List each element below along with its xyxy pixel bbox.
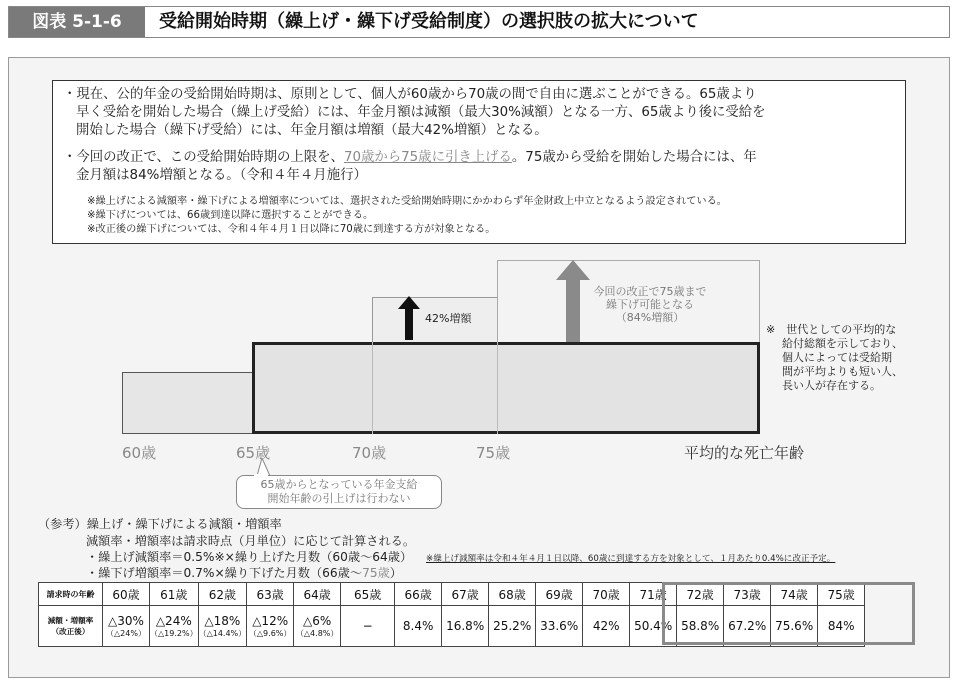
reference-line2-note: ※繰上げ減額率は令和４年４月１日以降、60歳に到達する方を対象として、１月あたり0.4%に改正予定。 [426, 554, 836, 564]
rate-value: △18% [204, 613, 241, 628]
table-cell-rate [818, 606, 865, 647]
summary-box [52, 80, 906, 244]
rate-value: 33.6% [540, 619, 579, 633]
bullet1-line1: ・現在、公的年金の受給開始時期は、原則として、個人が60歳から70歳の間で自由に選ぶことができる。65歳より [63, 87, 757, 102]
callout-line1: 65歳からとなっている年金支給 [260, 478, 418, 491]
bullet-current-system [63, 86, 895, 140]
rate-value: − [362, 619, 373, 633]
table-cell-age: 69歳 [536, 583, 583, 606]
age-label-70: 70歳 [352, 444, 387, 462]
table-cell-rate [677, 606, 724, 647]
side-note-line4: 間が平均よりも短い人、 [782, 365, 903, 378]
rate-value: 58.8% [681, 619, 720, 633]
rate-value: 42% [592, 619, 620, 633]
table-cell-age: 71歳 [630, 583, 677, 606]
reference-line3 [86, 565, 402, 581]
bullet1-line3: 開始した場合（繰下げ受給）には、年金月額は増額（最大42%増額）となる。 [76, 123, 548, 138]
table-cell-age: 73歳 [724, 583, 771, 606]
rate-value: 50.4% [634, 619, 673, 633]
figure-title: 受給開始時期（繰上げ・繰下げ受給制度）の選択肢の拡大について [159, 11, 699, 32]
note-neutrality: ※繰上げによる減額率・繰下げによる増額率については、選択された受給開始時期にかかわらず年金財政上中立となるよう設定されている。 [87, 196, 727, 207]
callout-line2: 開始年齢の引上げは行わない [267, 492, 411, 505]
reference-line2: ・繰上げ減額率＝0.5%※×繰り上げた月数（60歳〜64歳） [86, 550, 413, 564]
table-cell-rate [341, 606, 395, 647]
rate-table [38, 582, 865, 647]
arrow2-line3: （84%増額） [615, 311, 685, 324]
table-cell-age: 66歳 [395, 583, 442, 606]
block-start-60 [122, 372, 262, 434]
age-label-75: 75歳 [476, 444, 511, 462]
rate-header-line1: 減額・増額率 [47, 616, 94, 625]
reference-line3-post: ） [389, 566, 402, 580]
note-age-66: ※繰下げについては、66歳到達以降に選択することができる。 [87, 210, 374, 221]
rate-value: 84% [827, 619, 855, 633]
table-cell-rate [724, 606, 771, 647]
table-cell-rate [771, 606, 818, 647]
table-cell-age: 60歳 [103, 583, 150, 606]
reference-line3-pre: ・繰下げ増額率＝0.7%×繰り下げた月数（66歳〜 [86, 566, 363, 580]
side-note-line2: 給付総額を示しており、 [782, 337, 903, 350]
rate-value: 25.2% [493, 619, 532, 633]
rate-revised-value: （△9.6%） [248, 628, 292, 638]
table-cell-rate [395, 606, 442, 647]
bullet2-post: 。75歳から受給を開始した場合には、年 [511, 150, 757, 165]
rate-value: 8.4% [402, 619, 434, 633]
arrow-up-42-icon [398, 296, 420, 340]
table-cell-age: 64歳 [294, 583, 341, 606]
callout-joint [254, 474, 268, 476]
reference-heading: （参考）繰上げ・繰下げによる減額・増額率 [38, 517, 282, 531]
arrow1-label: 42%増額 [425, 312, 472, 325]
rate-value: △24% [155, 613, 192, 628]
table-cell-age: 61歳 [150, 583, 199, 606]
arrow2-line2: 繰下げ可能となる [606, 298, 694, 311]
table-cell-rate [294, 606, 341, 647]
reference-line1: 減額率・増額率は請求時点（月単位）に応じて計算される。 [86, 534, 416, 548]
table-cell-age: 70歳 [583, 583, 630, 606]
age-label-60: 60歳 [122, 444, 157, 462]
rate-value: 16.8% [446, 619, 485, 633]
table-cell-age: 75歳 [818, 583, 865, 606]
callout-no-raise [236, 475, 442, 509]
average-death-age-label: 平均的な死亡年齢 [684, 444, 805, 462]
table-cell-age: 63歳 [247, 583, 294, 606]
divider-70 [372, 342, 373, 434]
table-cell-age: 68歳 [489, 583, 536, 606]
bullet2-highlight: 70歳から75歳に引き上げる [343, 150, 512, 165]
block-start-65 [252, 342, 760, 434]
table-row-ages [39, 583, 865, 606]
table-cell-rate [489, 606, 536, 647]
rate-value: △12% [252, 613, 289, 628]
note-target: ※改正後の繰下げについては、令和４年４月１日以降に70歳に到達する方が対象となる。 [87, 224, 496, 235]
table-header-age: 請求時の年齢 [39, 583, 103, 606]
divider-75 [497, 342, 498, 434]
rate-header-line2: （改正後） [51, 627, 90, 636]
bullet-revision [63, 149, 895, 185]
bullet2-line2: 金月額は84%増額となる。（令和４年４月施行） [76, 168, 367, 183]
arrow2-line1: 今回の改正で75歳まで [593, 285, 707, 298]
table-cell-age: 72歳 [677, 583, 724, 606]
side-note-line1: ※ 世代としての平均的な [766, 323, 897, 336]
table-cell-rate [536, 606, 583, 647]
rate-revised-value: （△14.4%） [198, 628, 247, 638]
table-header-rate [39, 606, 103, 647]
table-cell-age: 65歳 [341, 583, 395, 606]
rate-revised-value: （△4.8%） [295, 628, 339, 638]
table-cell-rate [583, 606, 630, 647]
rate-revised-value: （△24%） [106, 628, 146, 638]
table-cell-rate [103, 606, 150, 647]
table-cell-rate [198, 606, 247, 647]
table-cell-rate [630, 606, 677, 647]
rate-revised-value: （△19.2%） [150, 628, 198, 638]
bullet1-line2: 早く受給を開始した場合（繰上げ受給）には、年金月額は減額（最大30%減額）となる一方、65歳より後に受給を [76, 105, 766, 120]
table-cell-rate [442, 606, 489, 647]
side-note-line3: 個人によっては受給期 [782, 351, 892, 364]
bullet2-pre: ・今回の改正で、この受給開始時期の上限を、 [63, 150, 344, 165]
table-cell-age: 62歳 [198, 583, 247, 606]
table-cell-age: 67歳 [442, 583, 489, 606]
table-cell-rate [247, 606, 294, 647]
table-cell-age: 74歳 [771, 583, 818, 606]
side-note [766, 323, 903, 393]
age-label-65: 65歳 [236, 444, 271, 462]
figure-number-tag: 図表 5-1-6 [9, 7, 145, 37]
reference-line3-highlight: 75歳 [362, 566, 390, 580]
side-note-line5: 長い人が存在する。 [782, 379, 881, 392]
rate-value: △6% [303, 613, 332, 628]
rate-value: 67.2% [728, 619, 767, 633]
table-row-rates [39, 606, 865, 647]
figure-header [8, 6, 950, 38]
arrow2-label [580, 285, 720, 324]
rate-value: 75.6% [775, 619, 814, 633]
rate-value: △30% [108, 613, 144, 628]
table-cell-rate [150, 606, 199, 647]
